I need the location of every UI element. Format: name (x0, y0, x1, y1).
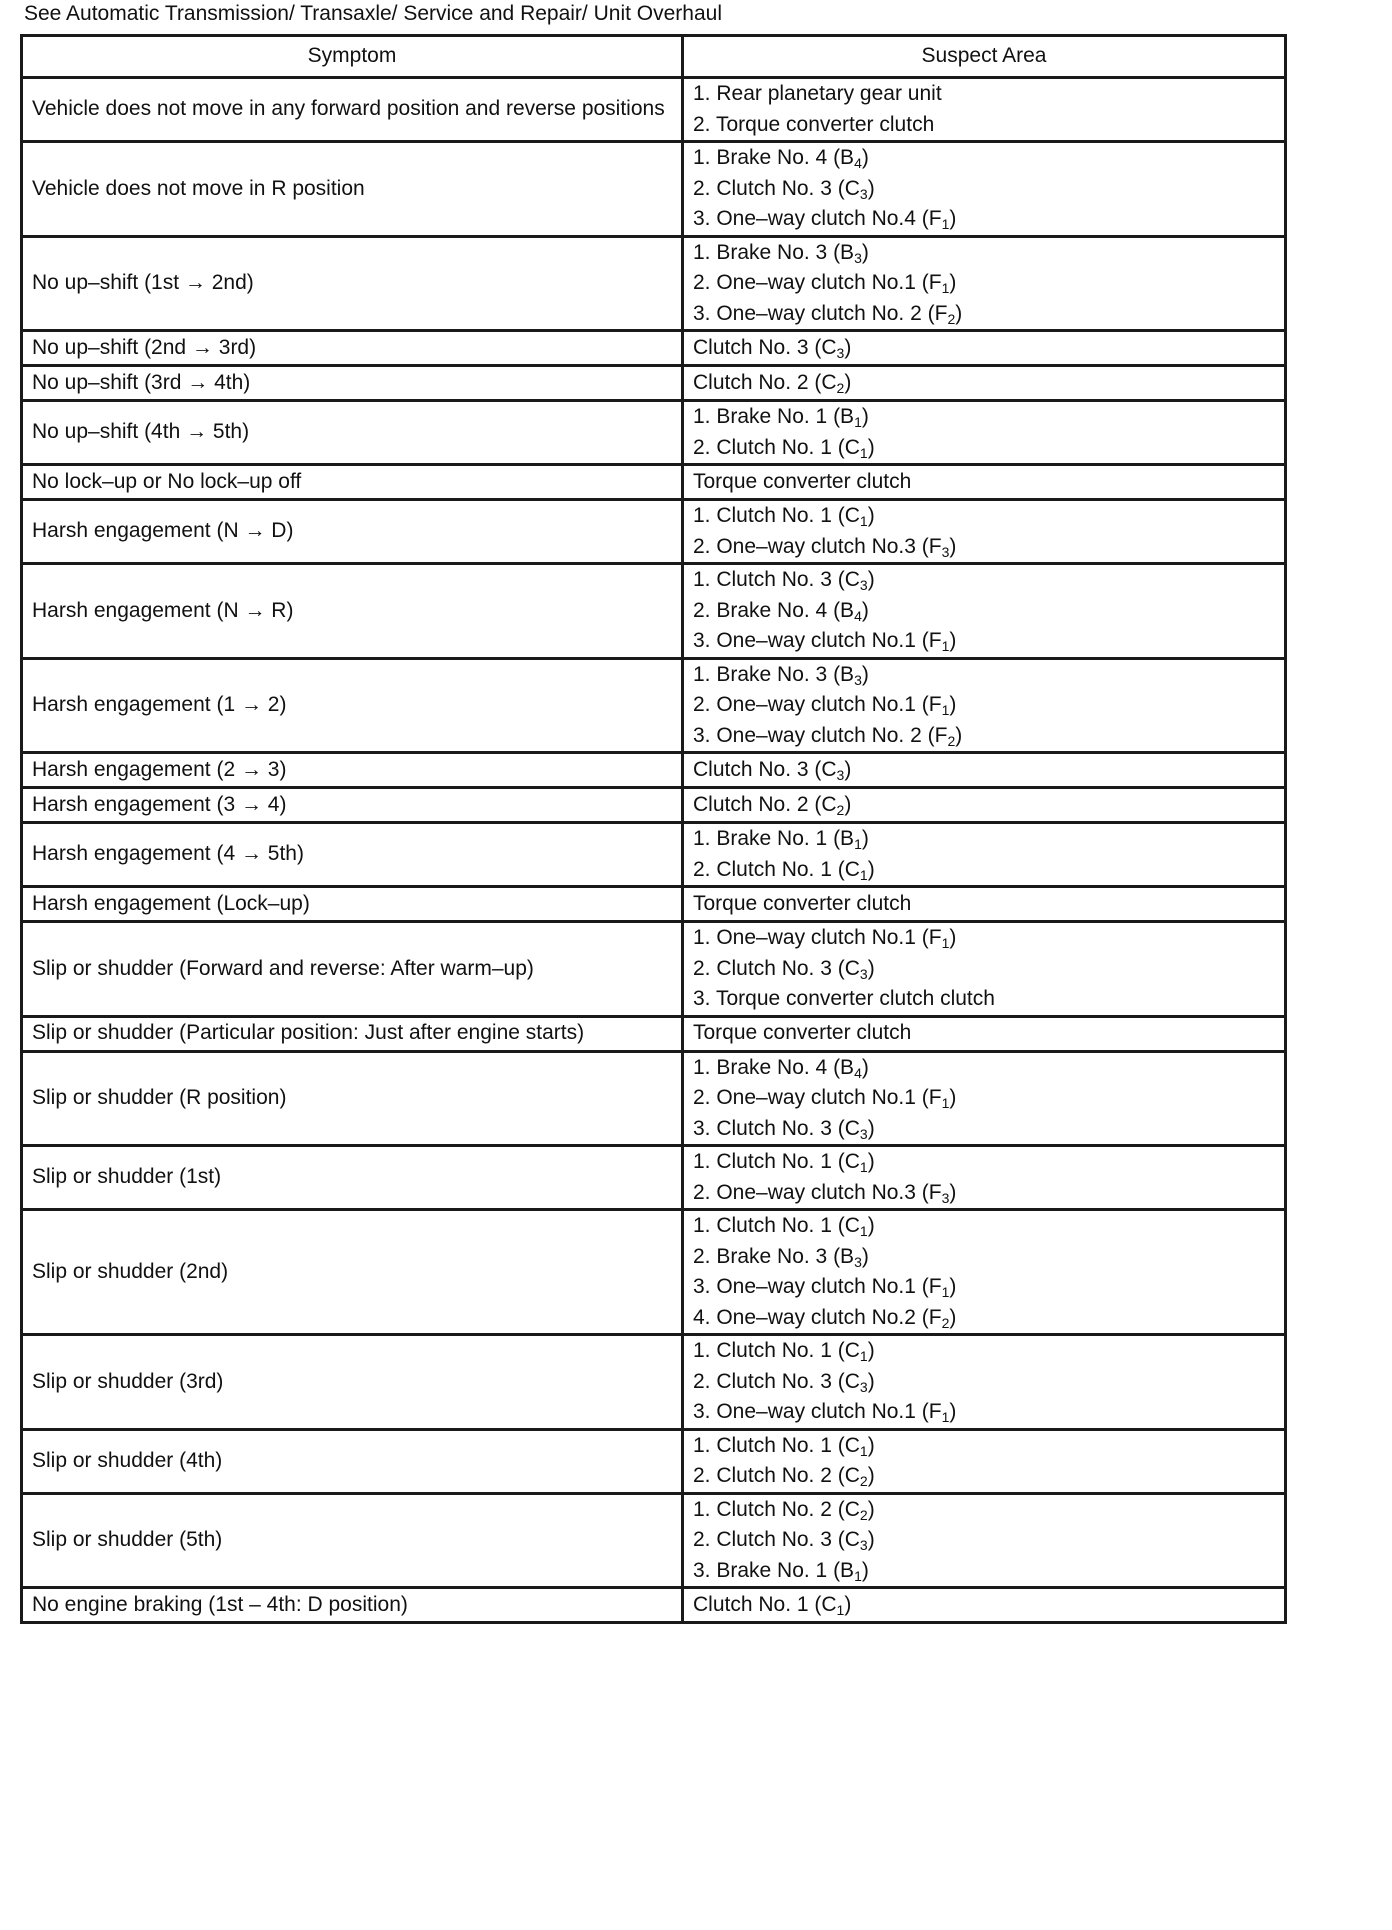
table-row (22, 658, 1286, 753)
component-subscript: 1 (941, 216, 950, 232)
symptom-text: Harsh engagement (N → R) (32, 598, 294, 622)
suspect-area-item (693, 1053, 1284, 1084)
suspect-area-item (693, 1461, 1284, 1492)
suspect-area-text: ) (867, 435, 875, 459)
suspect-area-text: ) (949, 926, 957, 949)
suspect-area-text: 2. Brake No. 3 (B (693, 1244, 855, 1268)
symptom-text: Harsh engagement (3 → 4) (32, 792, 287, 816)
component-subscript: 3 (854, 249, 862, 266)
table-header-row (22, 36, 1286, 78)
suspect-area-text: 1. Clutch No. 2 (C (693, 1497, 860, 1521)
suspect-area-item (693, 565, 1284, 596)
suspect-area-item (693, 368, 1284, 399)
suspect-area-text: Clutch No. 2 (C (693, 370, 837, 394)
suspect-area-text: 2. Clutch No. 1 (C (693, 435, 860, 459)
symptom-cell (22, 1016, 683, 1051)
suspect-area-text: 3. One–way clutch No.1 (F (693, 1400, 942, 1423)
suspect-area-text: 2. Clutch No. 2 (C (693, 1464, 860, 1487)
suspect-area-item (693, 268, 1284, 299)
suspect-area-text: Clutch No. 2 (C (693, 792, 837, 816)
table-row (22, 78, 1286, 142)
suspect-area-text: ) (867, 1339, 875, 1362)
suspect-area-text: 1. Clutch No. 1 (C (693, 1433, 860, 1457)
suspect-area-text: 2. One–way clutch No.3 (F (693, 534, 942, 558)
suspect-area-text: ) (867, 1528, 875, 1551)
suspect-area-item (693, 660, 1284, 691)
symptom-text: Slip or shudder (4th) (32, 1448, 223, 1472)
suspect-area-cell (683, 1429, 1286, 1493)
suspect-area-cell (683, 78, 1286, 142)
component-subscript: 1 (859, 1223, 868, 1239)
symptom-text: No up–shift (2nd → 3rd) (32, 335, 257, 359)
symptom-text: Harsh engagement (1 → 2) (32, 693, 287, 716)
component-subscript: 3 (859, 965, 868, 982)
suspect-area-item (693, 1083, 1284, 1114)
component-subscript: 3 (836, 766, 845, 783)
suspect-area-item (693, 532, 1284, 563)
suspect-area-text: ) (861, 662, 869, 686)
component-subscript: 1 (854, 836, 862, 852)
symptom-cell (22, 753, 683, 788)
component-subscript: 3 (941, 543, 950, 560)
header-symptom: Symptom (22, 36, 683, 78)
suspect-area-text: 2. One–way clutch No.3 (F (693, 1180, 942, 1204)
suspect-area-text: ) (844, 792, 852, 816)
symptom-text: No up–shift (3rd → 4th) (32, 370, 251, 394)
header-suspect-area: Suspect Area (683, 36, 1286, 78)
symptom-text: Harsh engagement (Lock–up) (32, 891, 310, 915)
suspect-area-text: 2. Clutch No. 3 (C (693, 1528, 860, 1551)
suspect-area-item (693, 204, 1284, 235)
component-subscript: 4 (854, 1064, 862, 1081)
component-subscript: 2 (836, 801, 845, 818)
suspect-area-text: 3. One–way clutch No. 2 (F (693, 301, 948, 325)
table-row (22, 1146, 1286, 1210)
suspect-area-text: ) (955, 723, 963, 747)
component-subscript: 1 (836, 1601, 845, 1618)
suspect-area-text: 3. One–way clutch No.1 (F (693, 1275, 942, 1298)
suspect-area-text: ) (867, 1464, 875, 1487)
table-row (22, 1335, 1286, 1430)
table-row (22, 500, 1286, 564)
suspect-area-text: 1. Brake No. 3 (B (693, 240, 855, 264)
symptom-text: Slip or shudder (Particular position: Just after engine starts) (32, 1021, 585, 1045)
suspect-area-text: ) (949, 1305, 957, 1329)
suspect-area-text: ) (861, 827, 869, 850)
table-row (22, 366, 1286, 401)
suspect-area-item (693, 433, 1284, 464)
component-subscript: 1 (859, 1442, 868, 1459)
suspect-area-cell (683, 1335, 1286, 1430)
suspect-area-cell (683, 142, 1286, 237)
suspect-area-text: ) (867, 1497, 875, 1521)
suspect-area-text: ) (861, 1055, 869, 1079)
suspect-area-text: ) (867, 568, 875, 591)
suspect-area-text: ) (867, 1433, 875, 1457)
suspect-area-item (693, 626, 1284, 657)
suspect-area-item (693, 824, 1284, 855)
suspect-area-cell (683, 1051, 1286, 1146)
suspect-area-item (693, 110, 1284, 141)
suspect-area-item (693, 333, 1284, 364)
suspect-area-text: ) (844, 370, 852, 394)
component-subscript: 1 (859, 444, 868, 461)
suspect-area-item (693, 755, 1284, 786)
table-row (22, 1493, 1286, 1588)
suspect-area-text: 2. Clutch No. 3 (C (693, 176, 860, 200)
suspect-area-cell (683, 887, 1286, 922)
suspect-area-text: 1. Clutch No. 1 (C (693, 1150, 860, 1173)
table-row (22, 922, 1286, 1017)
suspect-area-item (693, 299, 1284, 330)
component-subscript: 1 (941, 935, 950, 951)
table-row (22, 465, 1286, 500)
component-subscript: 2 (836, 379, 845, 396)
suspect-area-text: 3. One–way clutch No.1 (F (693, 629, 942, 652)
symptom-cell (22, 1210, 683, 1335)
component-subscript: 3 (859, 1378, 868, 1395)
suspect-area-text: 1. Clutch No. 3 (C (693, 568, 860, 591)
suspect-area-text: ) (867, 176, 875, 200)
suspect-area-text: 2. One–way clutch No.1 (F (693, 1086, 942, 1109)
suspect-area-text: ) (949, 207, 957, 230)
suspect-area-text: 1. Clutch No. 1 (C (693, 1214, 860, 1237)
component-subscript: 3 (854, 1253, 862, 1270)
table-row (22, 823, 1286, 887)
symptom-cell (22, 465, 683, 500)
suspect-area-item (693, 889, 1284, 920)
symptom-cell (22, 1146, 683, 1210)
table-body (22, 78, 1286, 1623)
suspect-area-text: ) (844, 1592, 852, 1616)
symptom-cell (22, 366, 683, 401)
suspect-area-text: 1. One–way clutch No.1 (F (693, 926, 942, 949)
page-heading: See Automatic Transmission/ Transaxle/ Service and Repair/ Unit Overhaul (24, 2, 722, 25)
suspect-area-text: 3. Brake No. 1 (B (693, 1558, 855, 1582)
suspect-area-cell (683, 465, 1286, 500)
suspect-area-cell (683, 1146, 1286, 1210)
component-subscript: 3 (854, 671, 862, 688)
suspect-area-cell (683, 922, 1286, 1017)
suspect-area-text: ) (949, 1400, 957, 1423)
symptom-text: No up–shift (4th → 5th) (32, 420, 250, 444)
suspect-area-text: ) (844, 335, 852, 359)
symptom-text: Harsh engagement (N → D) (32, 519, 294, 543)
suspect-area-item (693, 143, 1284, 174)
suspect-area-item (693, 1525, 1284, 1556)
suspect-area-text: ) (949, 693, 957, 716)
component-subscript: 3 (859, 1537, 868, 1553)
table-row (22, 788, 1286, 823)
suspect-area-text: ) (867, 504, 875, 527)
suspect-area-cell (683, 500, 1286, 564)
symptom-text: Slip or shudder (1st) (32, 1165, 222, 1189)
suspect-area-text: 2. One–way clutch No.1 (F (693, 271, 942, 294)
suspect-area-cell (683, 1588, 1286, 1623)
component-subscript: 3 (941, 1189, 950, 1206)
component-subscript: 2 (947, 732, 956, 749)
symptom-text: Vehicle does not move in R position (32, 176, 365, 200)
suspect-area-item (693, 923, 1284, 954)
component-subscript: 1 (941, 638, 950, 654)
suspect-area-item (693, 954, 1284, 985)
suspect-area-text: ) (867, 1116, 875, 1140)
table-row (22, 1588, 1286, 1623)
symptom-table (20, 34, 1287, 1624)
table-row (22, 1016, 1286, 1051)
symptom-cell (22, 401, 683, 465)
suspect-area-cell (683, 236, 1286, 331)
component-subscript: 1 (941, 1409, 950, 1425)
suspect-area-item (693, 984, 1284, 1015)
suspect-area-text: 1. Brake No. 1 (B (693, 405, 855, 428)
table-row (22, 564, 1286, 659)
suspect-area-text: ) (867, 1214, 875, 1237)
symptom-cell (22, 1493, 683, 1588)
suspect-area-item (693, 1367, 1284, 1398)
component-subscript: 2 (941, 1314, 950, 1331)
suspect-area-text: ) (949, 1275, 957, 1298)
component-subscript: 1 (854, 1567, 862, 1584)
suspect-area-text: ) (861, 240, 869, 264)
suspect-area-cell (683, 1016, 1286, 1051)
symptom-text: Slip or shudder (Forward and reverse: After warm–up) (32, 956, 534, 980)
symptom-text: No lock–up or No lock–up off (32, 469, 302, 493)
suspect-area-item (693, 1018, 1284, 1049)
suspect-area-text: 4. One–way clutch No.2 (F (693, 1305, 942, 1329)
component-subscript: 4 (854, 155, 862, 171)
suspect-area-item (693, 1211, 1284, 1242)
suspect-area-item (693, 790, 1284, 821)
suspect-area-text: 2. One–way clutch No.1 (F (693, 693, 942, 716)
suspect-area-cell (683, 1493, 1286, 1588)
symptom-cell (22, 1051, 683, 1146)
suspect-area-cell (683, 788, 1286, 823)
suspect-area-item (693, 1272, 1284, 1303)
suspect-area-item (693, 596, 1284, 627)
table-row (22, 1429, 1286, 1493)
table-row (22, 1051, 1286, 1146)
suspect-area-cell (683, 1210, 1286, 1335)
suspect-area-text: ) (861, 146, 869, 169)
suspect-area-item (693, 1431, 1284, 1462)
table-row (22, 401, 1286, 465)
component-subscript: 1 (859, 1159, 868, 1175)
suspect-area-text: 1. Brake No. 1 (B (693, 827, 855, 850)
suspect-area-text: ) (867, 857, 875, 881)
table-row (22, 236, 1286, 331)
symptom-text: No up–shift (1st → 2nd) (32, 271, 254, 294)
component-subscript: 4 (854, 607, 862, 624)
suspect-area-text: ) (861, 1558, 869, 1582)
suspect-area-text: 1. Rear planetary gear unit (693, 82, 942, 105)
suspect-area-cell (683, 366, 1286, 401)
table-row (22, 887, 1286, 922)
suspect-area-text: ) (955, 301, 963, 325)
symptom-text: Harsh engagement (2 → 3) (32, 757, 287, 781)
component-subscript: 2 (859, 1473, 868, 1489)
suspect-area-cell (683, 823, 1286, 887)
symptom-cell (22, 236, 683, 331)
suspect-area-text: ) (867, 956, 875, 980)
suspect-area-text: Clutch No. 3 (C (693, 757, 837, 781)
component-subscript: 1 (941, 702, 950, 718)
suspect-area-text: Clutch No. 3 (C (693, 335, 837, 359)
suspect-area-item (693, 1242, 1284, 1273)
suspect-area-text: 2. Clutch No. 3 (C (693, 1369, 860, 1393)
symptom-cell (22, 1429, 683, 1493)
suspect-area-cell (683, 753, 1286, 788)
component-subscript: 1 (854, 414, 862, 430)
symptom-cell (22, 658, 683, 753)
suspect-area-text: 3. Torque converter clutch clutch (693, 987, 995, 1010)
suspect-area-text: 2. Torque converter clutch (693, 112, 935, 136)
suspect-area-item (693, 1590, 1284, 1621)
component-subscript: 3 (859, 185, 868, 202)
symptom-cell (22, 1588, 683, 1623)
suspect-area-text: 1. Brake No. 3 (B (693, 662, 855, 686)
suspect-area-item (693, 721, 1284, 752)
symptom-text: Harsh engagement (4 → 5th) (32, 842, 304, 866)
component-subscript: 1 (941, 1095, 950, 1111)
symptom-cell (22, 1335, 683, 1430)
symptom-cell (22, 823, 683, 887)
symptom-cell (22, 922, 683, 1017)
suspect-area-text: ) (861, 598, 869, 622)
symptom-cell (22, 331, 683, 366)
suspect-area-text: Clutch No. 1 (C (693, 1592, 837, 1616)
suspect-area-item (693, 467, 1284, 498)
suspect-area-cell (683, 331, 1286, 366)
table-row (22, 331, 1286, 366)
suspect-area-item (693, 1178, 1284, 1209)
suspect-area-text: 1. Brake No. 4 (B (693, 146, 855, 169)
symptom-cell (22, 788, 683, 823)
symptom-cell (22, 78, 683, 142)
symptom-text: Vehicle does not move in any forward position and reverse positions (32, 97, 665, 121)
suspect-area-text: ) (861, 405, 869, 428)
suspect-area-item (693, 1336, 1284, 1367)
suspect-area-text: ) (949, 1180, 957, 1204)
suspect-area-cell (683, 401, 1286, 465)
suspect-area-cell (683, 564, 1286, 659)
suspect-area-text: ) (949, 271, 957, 294)
suspect-area-text: 2. Brake No. 4 (B (693, 598, 855, 622)
symptom-cell (22, 887, 683, 922)
suspect-area-item (693, 174, 1284, 205)
suspect-area-text: 2. Clutch No. 1 (C (693, 857, 860, 881)
symptom-text: No engine braking (1st – 4th: D position) (32, 1592, 408, 1616)
suspect-area-text: Torque converter clutch (693, 1021, 912, 1045)
symptom-text: Slip or shudder (5th) (32, 1528, 223, 1551)
suspect-area-text: 1. Clutch No. 1 (C (693, 504, 860, 527)
table-row (22, 1210, 1286, 1335)
suspect-area-text: ) (949, 629, 957, 652)
symptom-text: Slip or shudder (3rd) (32, 1369, 224, 1393)
table-row (22, 753, 1286, 788)
suspect-area-item (693, 501, 1284, 532)
suspect-area-cell (683, 658, 1286, 753)
suspect-area-text: ) (861, 1244, 869, 1268)
symptom-text: Slip or shudder (2nd) (32, 1259, 229, 1283)
component-subscript: 1 (941, 280, 950, 296)
component-subscript: 3 (859, 1125, 868, 1142)
suspect-area-item (693, 1556, 1284, 1587)
suspect-area-item (693, 238, 1284, 269)
suspect-area-text: 1. Brake No. 4 (B (693, 1055, 855, 1079)
component-subscript: 2 (947, 310, 956, 327)
suspect-area-text: ) (867, 1369, 875, 1393)
suspect-area-text: Torque converter clutch (693, 891, 912, 915)
suspect-area-text: 1. Clutch No. 1 (C (693, 1339, 860, 1362)
symptom-cell (22, 142, 683, 237)
symptom-text: Slip or shudder (R position) (32, 1086, 287, 1109)
suspect-area-item (693, 1397, 1284, 1428)
symptom-cell (22, 564, 683, 659)
table-row (22, 142, 1286, 237)
suspect-area-item (693, 1147, 1284, 1178)
suspect-area-text: Torque converter clutch (693, 469, 912, 493)
component-subscript: 1 (859, 866, 868, 883)
suspect-area-text: 3. Clutch No. 3 (C (693, 1116, 860, 1140)
suspect-area-text: ) (949, 1086, 957, 1109)
suspect-area-item (693, 402, 1284, 433)
component-subscript: 3 (859, 577, 868, 593)
suspect-area-item (693, 690, 1284, 721)
suspect-area-item (693, 1303, 1284, 1334)
component-subscript: 1 (859, 1348, 868, 1364)
suspect-area-text: 3. One–way clutch No.4 (F (693, 207, 942, 230)
component-subscript: 2 (859, 1506, 868, 1523)
suspect-area-text: 2. Clutch No. 3 (C (693, 956, 860, 980)
suspect-area-item (693, 1495, 1284, 1526)
component-subscript: 1 (859, 513, 868, 529)
suspect-area-text: 3. One–way clutch No. 2 (F (693, 723, 948, 747)
suspect-area-text: ) (949, 534, 957, 558)
symptom-cell (22, 500, 683, 564)
component-subscript: 3 (836, 344, 845, 361)
suspect-area-item (693, 1114, 1284, 1145)
suspect-area-text: ) (867, 1150, 875, 1173)
suspect-area-item (693, 79, 1284, 110)
component-subscript: 1 (941, 1284, 950, 1300)
suspect-area-item (693, 855, 1284, 886)
suspect-area-text: ) (844, 757, 852, 781)
